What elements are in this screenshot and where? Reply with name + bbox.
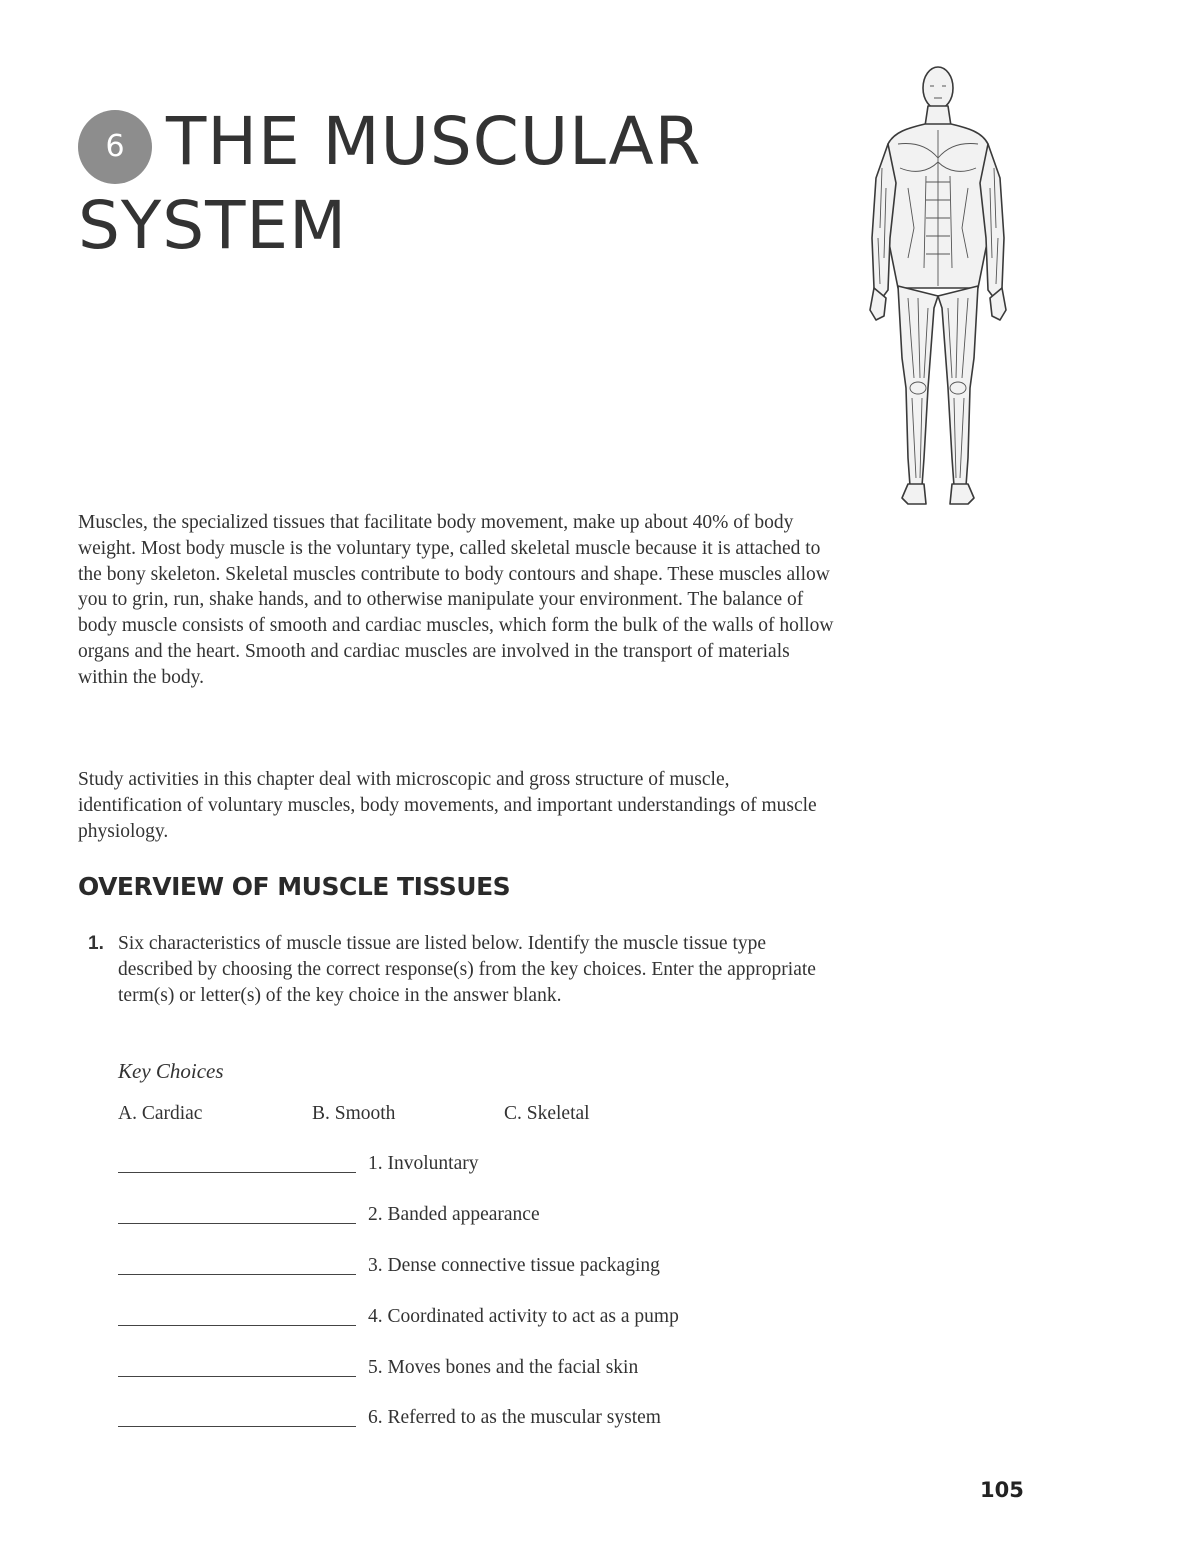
key-choice-skeletal: C. Skeletal: [504, 1103, 590, 1124]
answer-item: [118, 1405, 838, 1433]
intro-paragraph-1: Muscles, the specialized tissues that facilitate body movement, make up about 40% of body weight. Most body muscle is the voluntary type, called skeletal muscle because it is attached to the bony skeleton. Skeletal muscles contribute to body contours and shape. These muscles allow you to grin, run, shake hands, and to otherwise manipulate your environment. The balance of body muscle consists of smooth and cardiac muscles, which form the bulk of the walls of hollow organs and the heart. Smooth and cardiac muscles are involved in the transport of materials within the body.: [78, 512, 834, 688]
answer-blank[interactable]: [118, 1325, 356, 1326]
section-heading: OVERVIEW OF MUSCLE TISSUES: [78, 872, 511, 901]
answer-blank[interactable]: [118, 1274, 356, 1275]
answer-item: [118, 1304, 838, 1332]
answer-item: [118, 1202, 838, 1230]
chapter-title: [78, 100, 838, 268]
key-choice-smooth: B. Smooth: [312, 1103, 396, 1124]
page-number: 105: [980, 1478, 1024, 1502]
item-text: 2. Banded appearance: [368, 1204, 540, 1225]
answer-blank[interactable]: [118, 1376, 356, 1377]
key-choice-cardiac: A. Cardiac: [118, 1103, 203, 1124]
question-text: Six characteristics of muscle tissue are listed below. Identify the muscle tissue type described by choosing the correct response(s) from the key choices. Enter the appropriate term(s) or letter(s) of the key choice in the answer blank.: [118, 933, 816, 1006]
item-text: 1. Involuntary: [368, 1153, 479, 1174]
chapter-title-text: THE MUSCULAR SYSTEM: [78, 103, 702, 264]
answer-blank[interactable]: [118, 1426, 356, 1427]
answer-item: [118, 1151, 838, 1179]
answer-blank[interactable]: [118, 1223, 356, 1224]
chapter-number-badge: 6: [78, 110, 152, 184]
item-text: 4. Coordinated activity to act as a pump: [368, 1306, 679, 1327]
muscular-figure-illustration: [868, 58, 1008, 510]
item-text: 5. Moves bones and the facial skin: [368, 1357, 639, 1378]
question-number: 1.: [88, 933, 104, 954]
answer-item: [118, 1253, 838, 1281]
item-text: 6. Referred to as the muscular system: [368, 1407, 661, 1428]
key-choices-title: Key Choices: [118, 1059, 224, 1083]
answer-blank[interactable]: [118, 1172, 356, 1173]
intro-paragraph-2: Study activities in this chapter deal with microscopic and gross structure of muscle, identification of voluntary muscles, body movements, and important understandings of muscle physiology.: [78, 769, 817, 842]
item-text: 3. Dense connective tissue packaging: [368, 1255, 660, 1276]
answer-item: [118, 1355, 838, 1383]
